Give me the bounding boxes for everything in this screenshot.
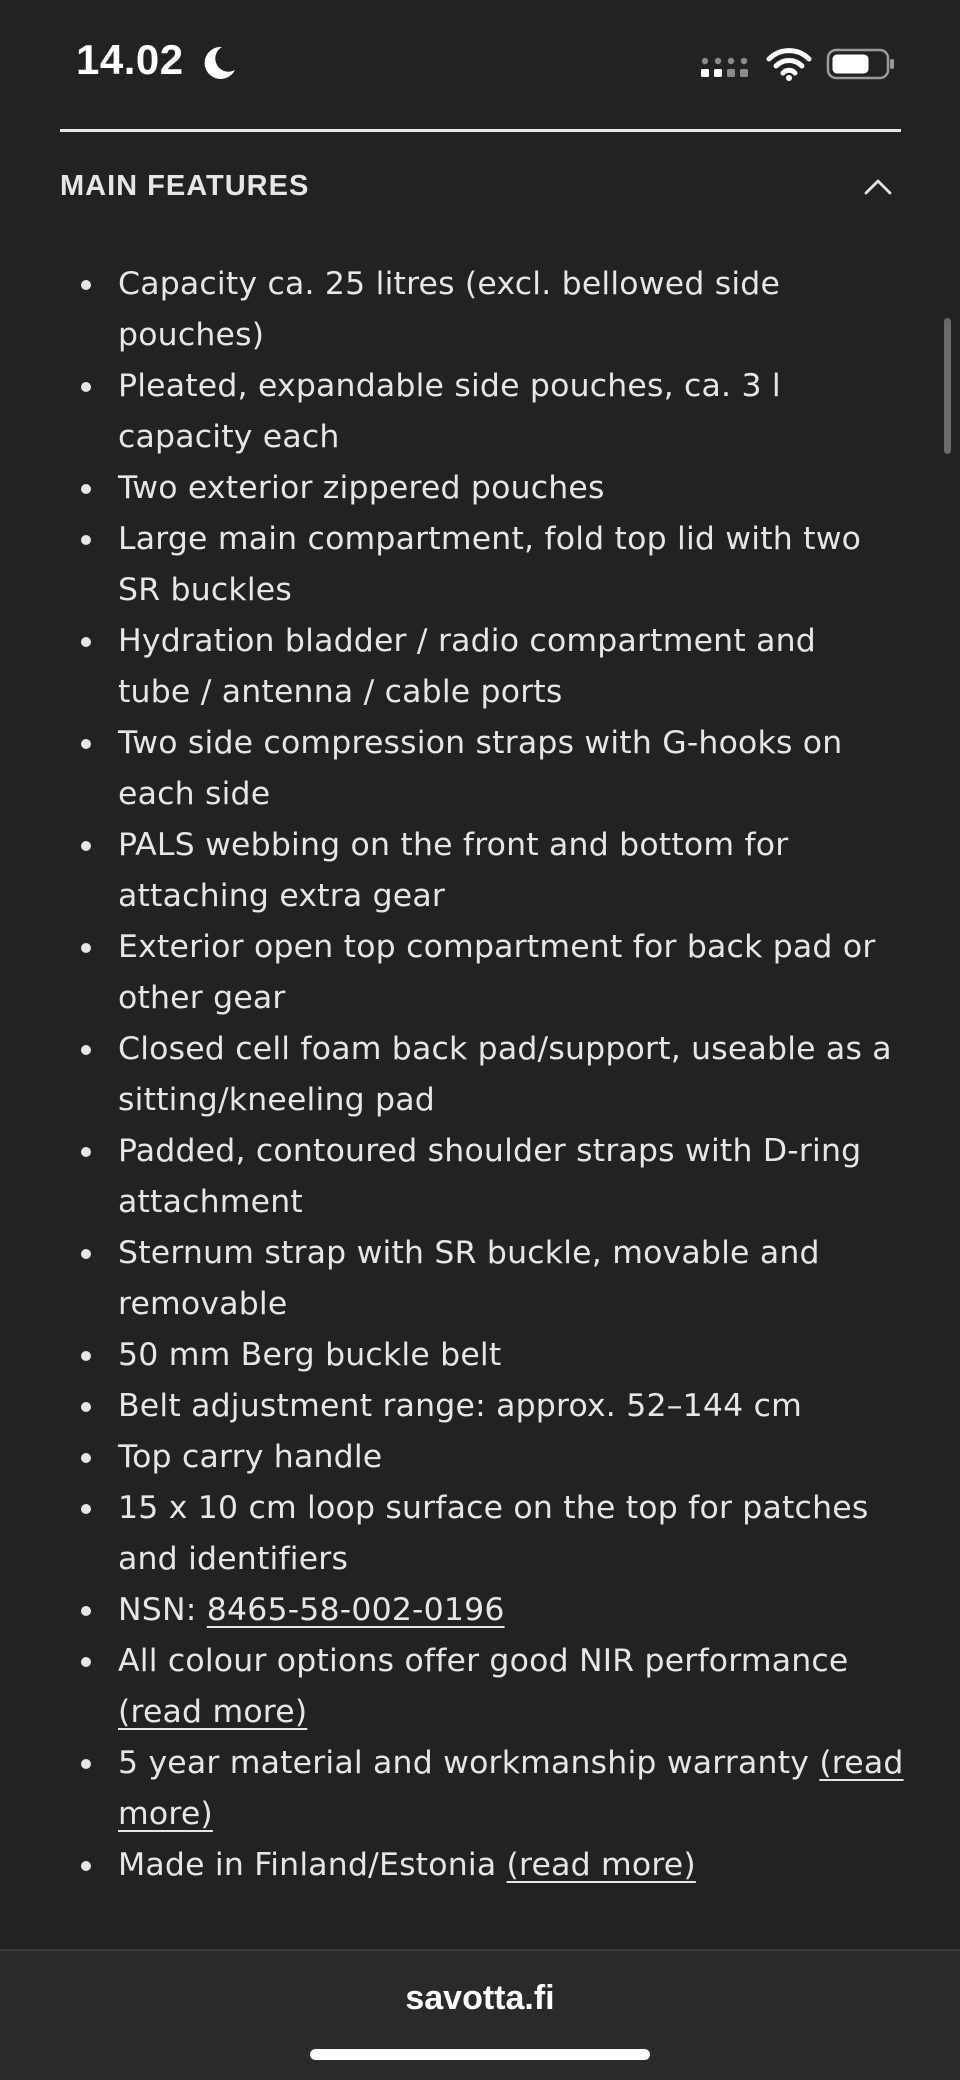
feature-text: Belt adjustment range: approx. 52–144 cm <box>118 1388 802 1424</box>
feature-text: Capacity ca. 25 litres (excl. bellowed side <box>118 266 781 302</box>
bullet <box>81 1453 91 1463</box>
list-item <box>118 1432 908 1483</box>
feature-text: Hydration bladder / radio compartment and <box>118 623 816 659</box>
feature-text: tube / antenna / cable ports <box>118 674 563 710</box>
section-divider <box>60 129 901 132</box>
list-item <box>118 718 908 820</box>
warranty-text: 5 year material and workmanship warranty <box>118 1745 820 1781</box>
feature-text: pouches) <box>118 317 265 353</box>
bullet <box>81 1606 91 1616</box>
list-item <box>118 463 908 514</box>
list-item <box>118 820 908 922</box>
feature-text: SR buckles <box>118 572 292 608</box>
bullet <box>81 535 91 545</box>
section-title: MAIN FEATURES <box>60 170 310 202</box>
nir-text: All colour options offer good NIR performance <box>118 1643 849 1679</box>
home-indicator[interactable] <box>310 2049 650 2060</box>
feature-text: each side <box>118 776 271 812</box>
bullet <box>81 1504 91 1514</box>
bullet <box>81 1045 91 1055</box>
wifi-icon <box>766 46 812 82</box>
warranty-read-more-link-cont[interactable]: more) <box>118 1796 213 1832</box>
feature-text: other gear <box>118 980 286 1016</box>
list-item <box>118 514 908 616</box>
nsn-item <box>118 1585 908 1636</box>
url-domain[interactable]: savotta.fi <box>405 1979 555 2017</box>
warranty-item <box>118 1738 908 1840</box>
feature-text: PALS webbing on the front and bottom for <box>118 827 789 863</box>
list-item <box>118 259 908 361</box>
bullet <box>81 382 91 392</box>
made-in-item <box>118 1840 908 1891</box>
warranty-read-more-link[interactable]: (read <box>819 1745 904 1781</box>
chevron-up-icon[interactable] <box>863 172 893 202</box>
list-item <box>118 616 908 718</box>
nir-item <box>118 1636 908 1738</box>
feature-text: Two exterior zippered pouches <box>118 470 605 506</box>
feature-text: Sternum strap with SR buckle, movable and <box>118 1235 820 1271</box>
feature-text: and identifiers <box>118 1541 349 1577</box>
list-item <box>118 1126 908 1228</box>
signal-icon <box>700 56 752 80</box>
browser-bottom-bar <box>0 1949 960 2080</box>
made-in-text: Made in Finland/Estonia <box>118 1847 507 1883</box>
status-bar <box>0 0 960 120</box>
feature-text: Padded, contoured shoulder straps with D-ring <box>118 1133 862 1169</box>
feature-text: attachment <box>118 1184 303 1220</box>
nir-read-more-link[interactable]: (read more) <box>118 1694 308 1730</box>
bullet <box>81 637 91 647</box>
feature-text: 15 x 10 cm loop surface on the top for patches <box>118 1490 869 1526</box>
feature-text: Large main compartment, fold top lid with two <box>118 521 862 557</box>
feature-list <box>118 259 908 1891</box>
feature-text: attaching extra gear <box>118 878 446 914</box>
battery-icon <box>826 46 896 82</box>
made-in-read-more-link[interactable]: (read more) <box>506 1847 696 1883</box>
feature-text: Closed cell foam back pad/support, useable as a <box>118 1031 892 1067</box>
feature-text: Two side compression straps with G-hooks on <box>118 725 843 761</box>
list-item <box>118 1381 908 1432</box>
feature-text: Top carry handle <box>118 1439 383 1475</box>
bullet <box>81 1861 91 1871</box>
bullet <box>81 1402 91 1412</box>
list-item <box>118 1483 908 1585</box>
feature-text: Pleated, expandable side pouches, ca. 3 l <box>118 368 781 404</box>
list-item <box>118 1024 908 1126</box>
moon-icon <box>200 44 238 82</box>
feature-text: sitting/kneeling pad <box>118 1082 435 1118</box>
main-features-toggle[interactable] <box>60 160 901 216</box>
bullet <box>81 1249 91 1259</box>
nsn-label: NSN: <box>118 1592 207 1628</box>
list-item <box>118 922 908 1024</box>
feature-text: removable <box>118 1286 288 1322</box>
list-item <box>118 1330 908 1381</box>
scrollbar[interactable] <box>944 318 951 454</box>
list-item <box>118 1228 908 1330</box>
list-item <box>118 361 908 463</box>
bullet <box>81 841 91 851</box>
bullet <box>81 1657 91 1667</box>
bullet <box>81 1759 91 1769</box>
feature-text: capacity each <box>118 419 340 455</box>
bullet <box>81 1351 91 1361</box>
bullet <box>81 280 91 290</box>
feature-text: Exterior open top compartment for back pad or <box>118 929 876 965</box>
bullet <box>81 1147 91 1157</box>
nsn-link[interactable]: 8465-58-002-0196 <box>206 1592 505 1628</box>
bullet <box>81 739 91 749</box>
bullet <box>81 484 91 494</box>
status-time: 14.02 <box>76 36 184 83</box>
feature-text: 50 mm Berg buckle belt <box>118 1337 502 1373</box>
bullet <box>81 943 91 953</box>
